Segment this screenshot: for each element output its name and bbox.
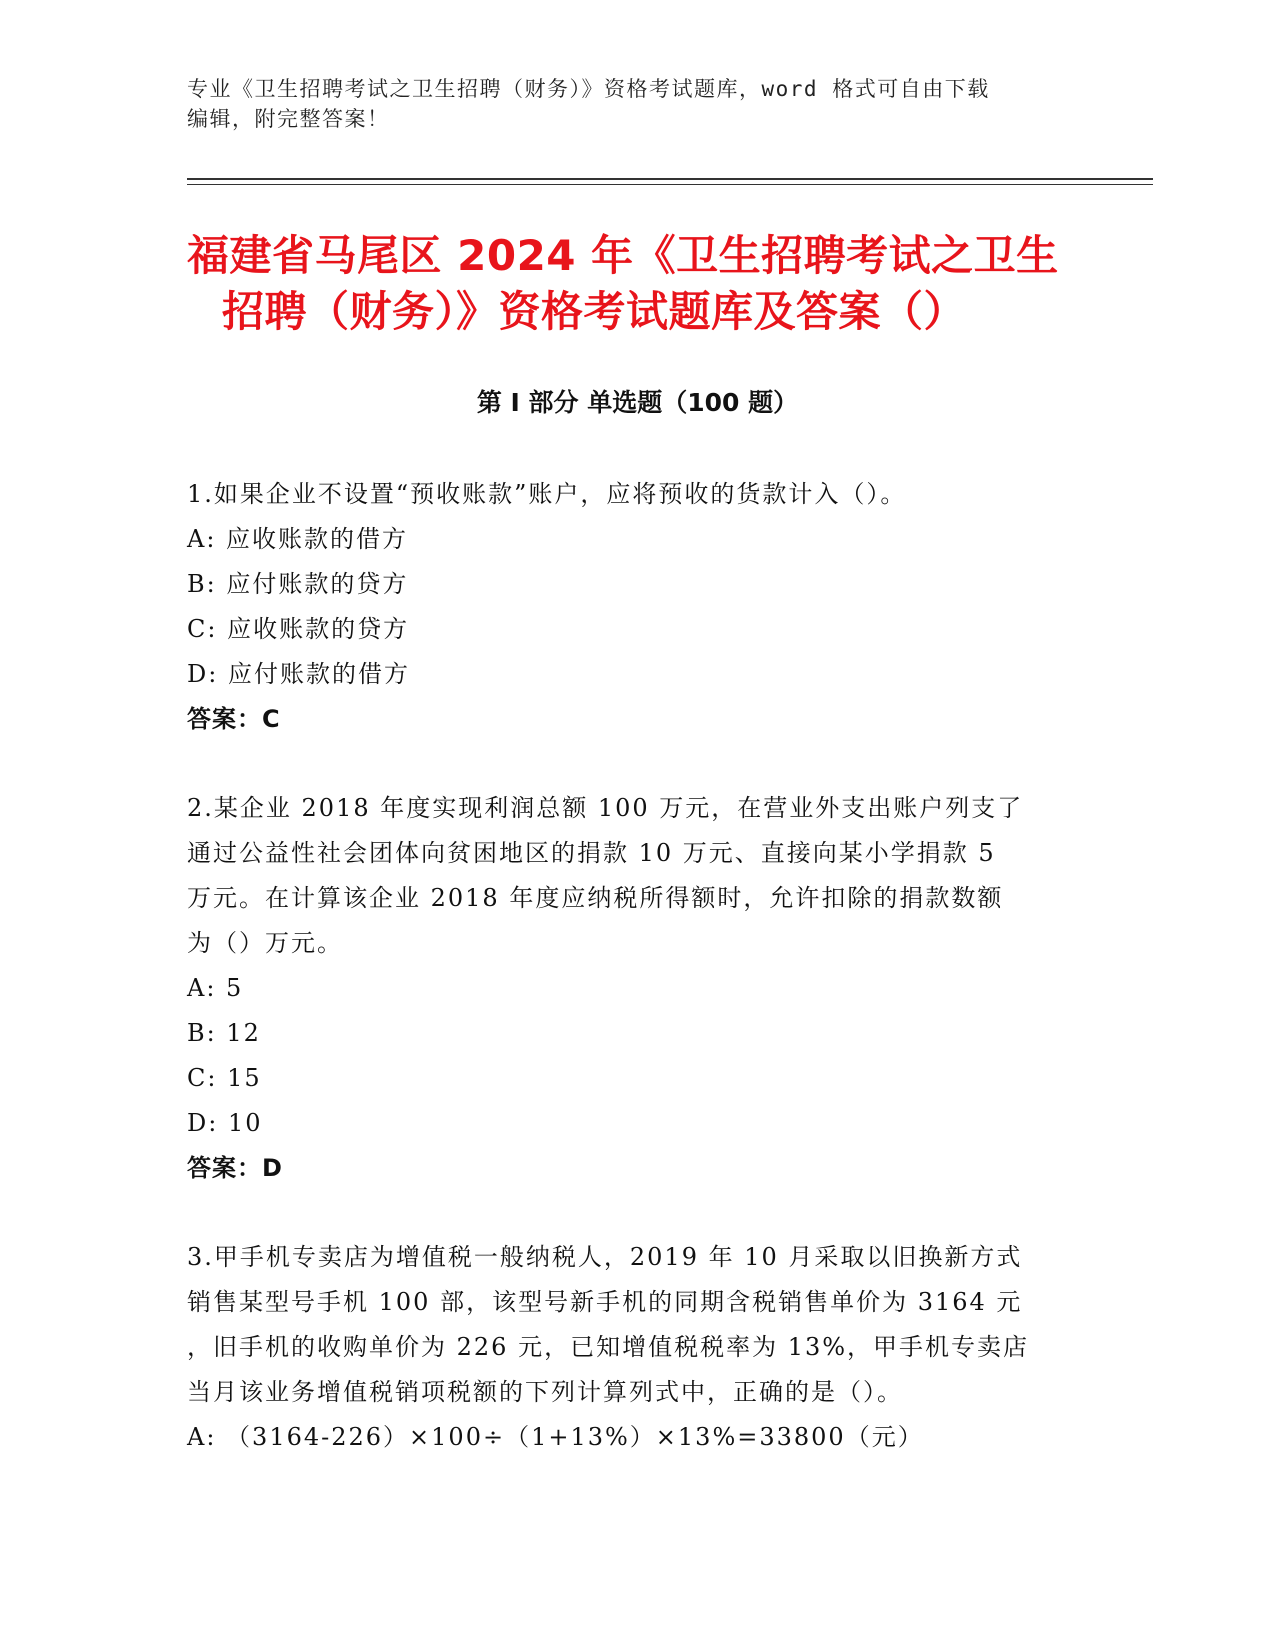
question-stem-line: 当月该业务增值税销项税额的下列计算列式中，正确的是（）。 bbox=[187, 1378, 903, 1406]
question-stem-line: 1.如果企业不设置“预收账款”账户，应将预收的货款计入（）。 bbox=[187, 480, 907, 508]
option-b: B: 12 bbox=[187, 1019, 261, 1047]
option-a: A: （3164-226）×100÷（1+13%）×13%=33800（元） bbox=[187, 1423, 924, 1451]
option-d: D: 应付账款的借方 bbox=[187, 660, 410, 688]
option-a: A: 应收账款的借方 bbox=[187, 525, 409, 553]
question-3 bbox=[187, 1235, 1077, 1460]
option-d: D: 10 bbox=[187, 1109, 263, 1137]
answer-line: 答案：C bbox=[187, 705, 281, 733]
document-title-line-2: 招聘（财务）》资格考试题库及答案（） bbox=[222, 287, 967, 336]
header-note bbox=[187, 74, 1087, 134]
option-c: C: 应收账款的贷方 bbox=[187, 615, 410, 643]
header-divider-thin bbox=[187, 184, 1153, 185]
question-stem-line: ，旧手机的收购单价为 226 元，已知增值税税率为 13%，甲手机专卖店 bbox=[187, 1333, 1030, 1361]
document-title-line-1: 福建省马尾区 2024 年《卫生招聘考试之卫生 bbox=[187, 231, 1059, 280]
question-list bbox=[187, 472, 1077, 1504]
question-1 bbox=[187, 472, 1077, 742]
question-stem-line: 万元。在计算该企业 2018 年度应纳税所得额时，允许扣除的捐款数额 bbox=[187, 884, 1004, 912]
question-stem-line: 2.某企业 2018 年度实现利润总额 100 万元，在营业外支出账户列支了 bbox=[187, 794, 1024, 822]
answer-line: 答案：D bbox=[187, 1154, 283, 1182]
header-note-line-1: 专业《卫生招聘考试之卫生招聘（财务）》资格考试题库，word 格式可自由下载 bbox=[187, 77, 990, 101]
question-stem-line: 通过公益性社会团体向贫困地区的捐款 10 万元、直接向某小学捐款 5 bbox=[187, 839, 996, 867]
header-note-line-2: 编辑，附完整答案！ bbox=[187, 107, 390, 131]
question-stem-line: 为（）万元。 bbox=[187, 929, 343, 957]
question-stem-line: 3.甲手机专卖店为增值税一般纳税人，2019 年 10 月采取以旧换新方式 bbox=[187, 1243, 1023, 1271]
section-heading: 第 I 部分 单选题（100 题） bbox=[476, 388, 799, 417]
option-c: C: 15 bbox=[187, 1064, 262, 1092]
question-stem-line: 销售某型号手机 100 部，该型号新手机的同期含税销售单价为 3164 元 bbox=[187, 1288, 1023, 1316]
option-a: A: 5 bbox=[187, 974, 244, 1002]
question-2 bbox=[187, 786, 1077, 1191]
document-title bbox=[187, 228, 1087, 340]
header-divider-thick bbox=[187, 178, 1153, 180]
option-b: B: 应付账款的贷方 bbox=[187, 570, 409, 598]
